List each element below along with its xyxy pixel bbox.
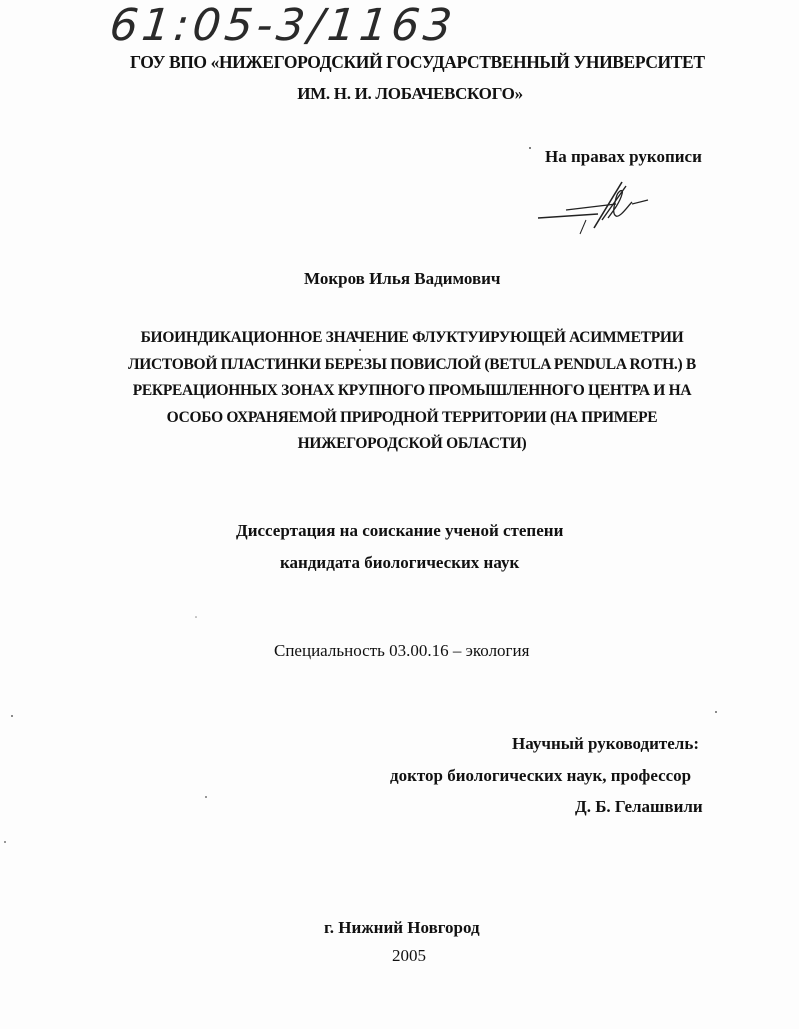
signature-icon xyxy=(536,180,656,236)
title-line: ОСОБО ОХРАНЯЕМОЙ ПРИРОДНОЙ ТЕРРИТОРИИ (НА ПРИМЕРЕ xyxy=(166,408,658,426)
supervisor-name: Д. Б. Гелашвили xyxy=(575,797,703,816)
organization-line-1: ГОУ ВПО «НИЖЕГОРОДСКИЙ ГОСУДАРСТВЕННЫЙ УНИВЕРСИТЕТ xyxy=(130,52,705,72)
archive-number-handwritten: 61:05-3/1163 xyxy=(107,0,459,51)
dissertation-degree-line-1: Диссертация на соискание ученой степени xyxy=(236,521,564,540)
dissertation-degree-line-2: кандидата биологических наук xyxy=(280,553,520,572)
author-name: Мокров Илья Вадимович xyxy=(304,269,501,288)
year-label: 2005 xyxy=(392,946,426,965)
manuscript-rights-label: На правах рукописи xyxy=(545,147,702,166)
supervisor-heading: Научный руководитель: xyxy=(512,734,699,753)
title-line: РЕКРЕАЦИОННЫХ ЗОНАХ КРУПНОГО ПРОМЫШЛЕННОГО ЦЕНТРА И НА xyxy=(132,382,692,400)
organization-line-2: ИМ. Н. И. ЛОБАЧЕВСКОГО» xyxy=(297,84,523,103)
supervisor-degree: доктор биологических наук, профессор xyxy=(390,766,692,785)
title-line: ЛИСТОВОЙ ПЛАСТИНКИ БЕРЕЗЫ ПОВИСЛОЙ (BETULA PENDULA ROTH.) В xyxy=(128,355,696,373)
title-line: НИЖЕГОРОДСКОЙ ОБЛАСТИ) xyxy=(297,435,527,453)
title-line: БИОИНДИКАЦИОННОЕ ЗНАЧЕНИЕ ФЛУКТУИРУЮЩЕЙ АСИММЕТРИИ xyxy=(140,329,684,346)
dissertation-title xyxy=(112,325,712,458)
specialty-line: Специальность 03.00.16 – экология xyxy=(274,641,530,660)
city-label: г. Нижний Новгород xyxy=(324,918,480,937)
